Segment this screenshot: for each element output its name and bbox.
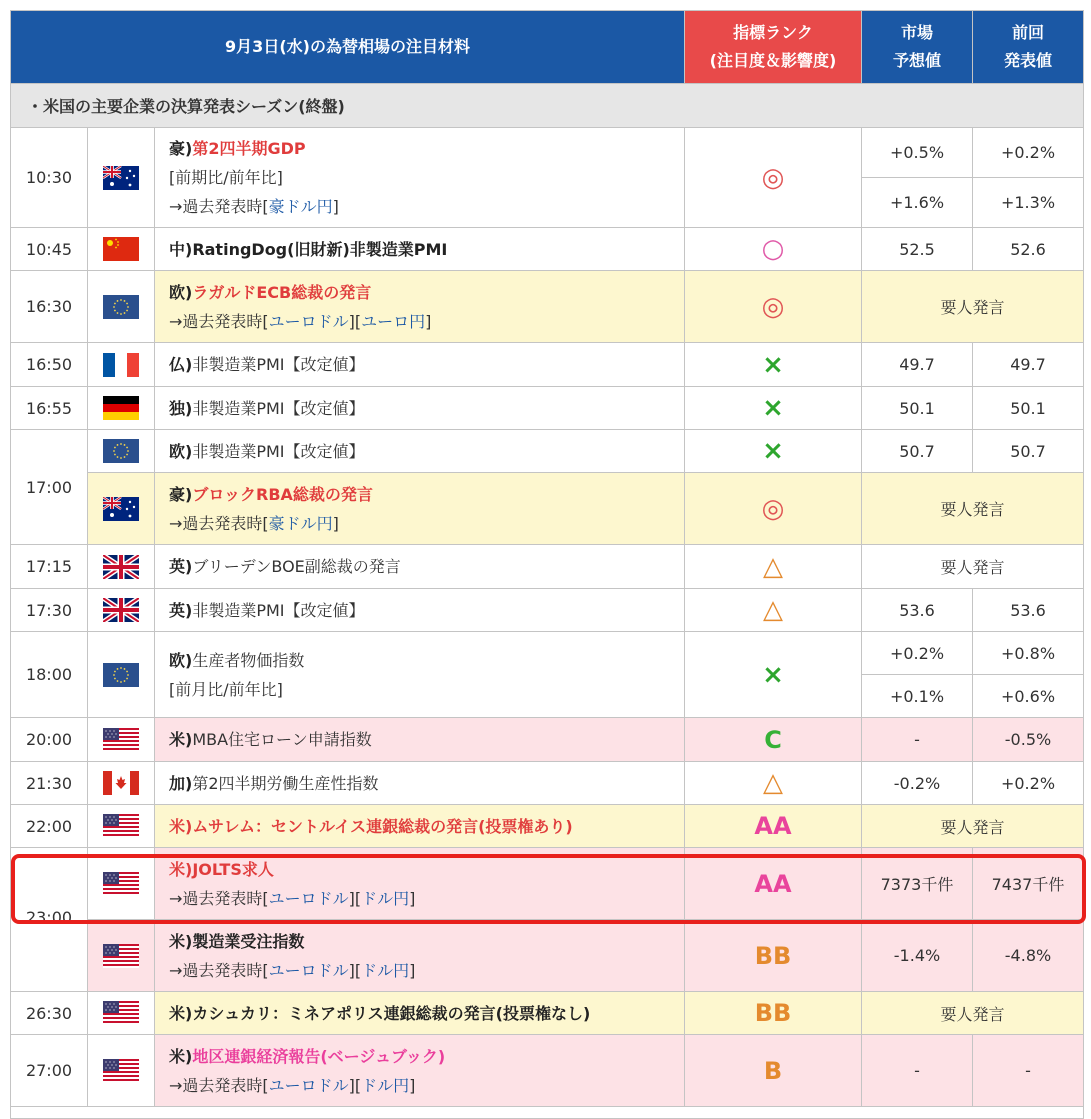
rank-circle-icon: ○ xyxy=(761,234,785,264)
event-name: 加)第2四半期労働生産性指数 xyxy=(155,762,685,805)
previous-value: -4.8% xyxy=(973,920,1084,992)
event-time: 21:30 xyxy=(11,762,88,805)
eu-flag-icon xyxy=(103,439,139,463)
event-time: 23:00 xyxy=(11,848,88,992)
forecast-value: 52.5 xyxy=(862,228,973,271)
event-name: 英)ブリーデンBOE副総裁の発言 xyxy=(155,545,685,589)
table-row xyxy=(11,589,1084,632)
uk-flag-icon xyxy=(103,598,139,622)
speech-label: 要人発言 xyxy=(862,545,1084,589)
event-time: 10:45 xyxy=(11,228,88,271)
rank-triangle-icon: △ xyxy=(763,595,783,625)
rank-cross-icon: × xyxy=(762,393,784,423)
forecast-line1: 市場 xyxy=(900,23,933,42)
event-time: 16:55 xyxy=(11,387,88,430)
forecast-value: 53.6 xyxy=(862,589,973,632)
previous-value: 53.6 xyxy=(973,589,1084,632)
previous-value: +0.2% xyxy=(973,128,1084,178)
table-row xyxy=(11,128,1084,178)
event-time: 22:00 xyxy=(11,805,88,848)
forecast-value: 49.7 xyxy=(862,343,973,387)
us-flag-icon xyxy=(103,872,139,896)
table-row xyxy=(11,343,1084,387)
previous-value: 50.1 xyxy=(973,387,1084,430)
header-forecast xyxy=(862,11,973,84)
link-usd-jpy[interactable]: ドル円 xyxy=(361,960,410,980)
event-name: 米)カシュカリ：ミネアポリス連銀総裁の発言(投票権なし) xyxy=(155,992,685,1035)
rank-double-circle-icon: ◎ xyxy=(761,493,785,524)
france-flag-icon xyxy=(103,353,139,377)
china-flag-icon xyxy=(103,237,139,261)
previous-value: - xyxy=(973,1035,1084,1107)
rank-aa-label: AA xyxy=(754,869,792,898)
header-title: 9月3日(水)の為替相場の注目材料 xyxy=(11,11,685,84)
rank-line2: (注目度＆影響度) xyxy=(709,51,837,70)
forecast-value: +0.2% xyxy=(862,632,973,675)
rank-bb-label: BB xyxy=(754,941,792,970)
previous-value: 7437千件 xyxy=(973,848,1084,920)
table-row xyxy=(11,762,1084,805)
forecast-value: - xyxy=(862,718,973,762)
rank-cross-icon: × xyxy=(762,349,784,380)
table-row-highlighted xyxy=(11,848,1084,920)
speech-label: 要人発言 xyxy=(862,473,1084,545)
previous-value: -0.5% xyxy=(973,718,1084,762)
link-usd-jpy[interactable]: ドル円 xyxy=(361,888,410,908)
link-eur-jpy[interactable]: ユーロ円 xyxy=(361,311,426,331)
forecast-line2: 予想値 xyxy=(892,51,941,70)
rank-bb-label: BB xyxy=(754,999,792,1027)
event-time: 17:30 xyxy=(11,589,88,632)
rank-cross-icon: × xyxy=(762,659,784,690)
rank-double-circle-icon: ◎ xyxy=(761,162,785,193)
table-row xyxy=(11,271,1084,343)
australia-flag-icon xyxy=(103,166,139,190)
table-row xyxy=(11,805,1084,848)
event-name: 米)JOLTS求人 →過去発表時[ユーロドル][ドル円] xyxy=(155,848,685,920)
previous-value: +0.8% xyxy=(973,632,1084,675)
rank-c-label: C xyxy=(764,725,782,754)
event-time: 16:50 xyxy=(11,343,88,387)
table-row xyxy=(11,228,1084,271)
event-time: 18:00 xyxy=(11,632,88,718)
germany-flag-icon xyxy=(103,396,139,420)
event-name: 欧)非製造業PMI【改定値】 xyxy=(155,430,685,473)
table-row xyxy=(11,920,1084,992)
forecast-value: - xyxy=(862,1035,973,1107)
link-aud-jpy[interactable]: 豪ドル円 xyxy=(268,513,333,533)
previous-value: 50.7 xyxy=(973,430,1084,473)
table-row xyxy=(11,430,1084,473)
speech-label: 要人発言 xyxy=(862,805,1084,848)
previous-value: 49.7 xyxy=(973,343,1084,387)
forecast-value: +1.6% xyxy=(862,178,973,228)
link-eur-usd[interactable]: ユーロドル xyxy=(268,960,349,980)
us-flag-icon xyxy=(103,728,139,752)
forecast-value: 50.7 xyxy=(862,430,973,473)
event-name: 欧)ラガルドECB総裁の発言 →過去発表時[ユーロドル][ユーロ円] xyxy=(155,271,685,343)
event-time: 17:15 xyxy=(11,545,88,589)
event-name: 仏)非製造業PMI【改定値】 xyxy=(155,343,685,387)
link-eur-usd[interactable]: ユーロドル xyxy=(268,1075,349,1095)
us-flag-icon xyxy=(103,1059,139,1083)
event-time: 10:30 xyxy=(11,128,88,228)
link-eur-usd[interactable]: ユーロドル xyxy=(268,311,349,331)
previous-line1: 前回 xyxy=(1011,23,1044,42)
forecast-value: -1.4% xyxy=(862,920,973,992)
forecast-value: -0.2% xyxy=(862,762,973,805)
rank-double-circle-icon: ◎ xyxy=(761,291,785,322)
rank-cross-icon: × xyxy=(762,436,784,466)
previous-value: +0.6% xyxy=(973,675,1084,718)
canada-flag-icon xyxy=(103,771,139,795)
event-time: 16:30 xyxy=(11,271,88,343)
forecast-value: 7373千件 xyxy=(862,848,973,920)
link-eur-usd[interactable]: ユーロドル xyxy=(268,888,349,908)
table-row xyxy=(11,387,1084,430)
previous-value: +1.3% xyxy=(973,178,1084,228)
speech-label: 要人発言 xyxy=(862,271,1084,343)
table-row xyxy=(11,632,1084,675)
event-time: 17:00 xyxy=(11,430,88,545)
uk-flag-icon xyxy=(103,555,139,579)
rank-b-label: B xyxy=(763,1056,783,1085)
event-name: 中)RatingDog(旧財新)非製造業PMI xyxy=(155,228,685,271)
forecast-value: 50.1 xyxy=(862,387,973,430)
speech-label: 要人発言 xyxy=(862,992,1084,1035)
eu-flag-icon xyxy=(103,663,139,687)
event-name: 独)非製造業PMI【改定値】 xyxy=(155,387,685,430)
header-rank xyxy=(685,11,862,84)
event-name: 米)地区連銀経済報告(ベージュブック) →過去発表時[ユーロドル][ドル円] xyxy=(155,1035,685,1107)
table-row xyxy=(11,718,1084,762)
rank-triangle-icon: △ xyxy=(763,768,783,798)
economic-calendar-table xyxy=(10,10,1084,1119)
previous-line2: 発表値 xyxy=(1003,51,1052,70)
rank-line1: 指標ランク xyxy=(733,23,813,42)
event-name: 豪)ブロックRBA総裁の発言 →過去発表時[豪ドル円] xyxy=(155,473,685,545)
link-usd-jpy[interactable]: ドル円 xyxy=(361,1075,410,1095)
event-time: 20:00 xyxy=(11,718,88,762)
section-row xyxy=(11,84,1084,128)
event-name: 欧)生産者物価指数 [前月比/前年比] xyxy=(155,632,685,718)
event-time: 26:30 xyxy=(11,992,88,1035)
link-aud-jpy[interactable]: 豪ドル円 xyxy=(268,197,333,216)
header-row xyxy=(11,11,1084,84)
event-name: 英)非製造業PMI【改定値】 xyxy=(155,589,685,632)
event-name: 米)製造業受注指数 →過去発表時[ユーロドル][ドル円] xyxy=(155,920,685,992)
event-name: 米)ムサレム：セントルイス連銀総裁の発言(投票権あり) xyxy=(155,805,685,848)
section-title: ・米国の主要企業の決算発表シーズン(終盤) xyxy=(11,84,1084,128)
rank-aa-label: AA xyxy=(754,812,792,840)
table-row xyxy=(11,1035,1084,1107)
forecast-value: +0.5% xyxy=(862,128,973,178)
table-row xyxy=(11,545,1084,589)
rank-triangle-icon: △ xyxy=(763,551,783,582)
us-flag-icon xyxy=(103,944,139,968)
table-row xyxy=(11,1107,1084,1119)
table-row xyxy=(11,473,1084,545)
eu-flag-icon xyxy=(103,295,139,319)
event-name: 米)MBA住宅ローン申請指数 xyxy=(155,718,685,762)
previous-value: +0.2% xyxy=(973,762,1084,805)
australia-flag-icon xyxy=(103,497,139,521)
header-previous xyxy=(973,11,1084,84)
us-flag-icon xyxy=(103,1001,139,1025)
table-row xyxy=(11,992,1084,1035)
previous-value: 52.6 xyxy=(973,228,1084,271)
event-name: 豪)第2四半期GDP [前期比/前年比] →過去発表時[豪ドル円] xyxy=(155,128,685,228)
forecast-value: +0.1% xyxy=(862,675,973,718)
event-time: 27:00 xyxy=(11,1035,88,1107)
us-flag-icon xyxy=(103,814,139,838)
